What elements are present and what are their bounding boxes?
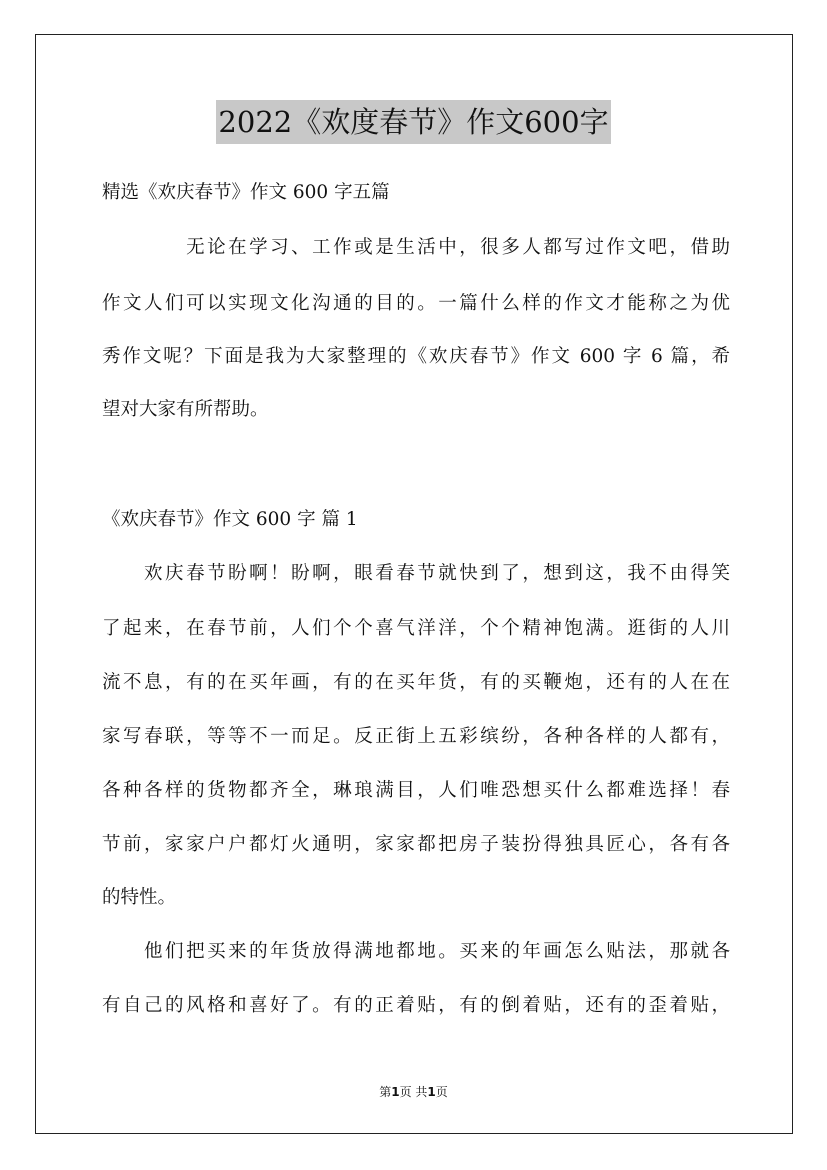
intro-line: 作文人们可以实现文化沟通的目的。一篇什么样的作文才能称之为优 [102,293,730,314]
intro-line: 无论在学习、工作或是生活中，很多人都写过作文吧，借助 [102,237,730,258]
footer-page-number: 1 [391,1085,400,1099]
footer-prefix: 第 [379,1085,392,1099]
intro-line: 望对大家有所帮助。 [102,399,269,420]
body-line: 有自己的风格和喜好了。有的正着贴，有的倒着贴，还有的歪着贴， [102,995,730,1016]
body-line: 欢庆春节盼啊！盼啊，眼看春节就快到了，想到这，我不由得笑 [102,563,730,584]
footer-suffix: 页 [435,1085,448,1099]
subtitle: 精选《欢庆春节》作文 600 字五篇 [102,182,390,203]
body-line: 的特性。 [102,887,177,908]
title-container [0,100,827,144]
intro-line: 秀作文呢？下面是我为大家整理的《欢庆春节》作文 600 字 6 篇，希 [102,346,730,367]
page-footer [0,1083,827,1100]
body-line: 他们把买来的年货放得满地都地。买来的年画怎么贴法，那就各 [102,941,730,962]
section-heading: 《欢庆春节》作文 600 字 篇 1 [102,509,358,530]
body-line: 流不息，有的在买年画，有的在买年货，有的买鞭炮，还有的人在在 [102,672,730,693]
body-line: 节前，家家户户都灯火通明，家家都把房子装扮得独具匠心，各有各 [102,834,730,855]
footer-mid: 页 共 [399,1085,428,1099]
footer-page-total: 1 [427,1085,436,1099]
body-line: 家写春联，等等不一而足。反正街上五彩缤纷，各种各样的人都有， [102,726,730,747]
document-title: 2022《欢度春节》作文600字 [216,100,610,144]
body-line: 了起来，在春节前，人们个个喜气洋洋，个个精神饱满。逛街的人川 [102,618,730,639]
body-line: 各种各样的货物都齐全，琳琅满目，人们唯恐想买什么都难选择！春 [102,780,730,801]
